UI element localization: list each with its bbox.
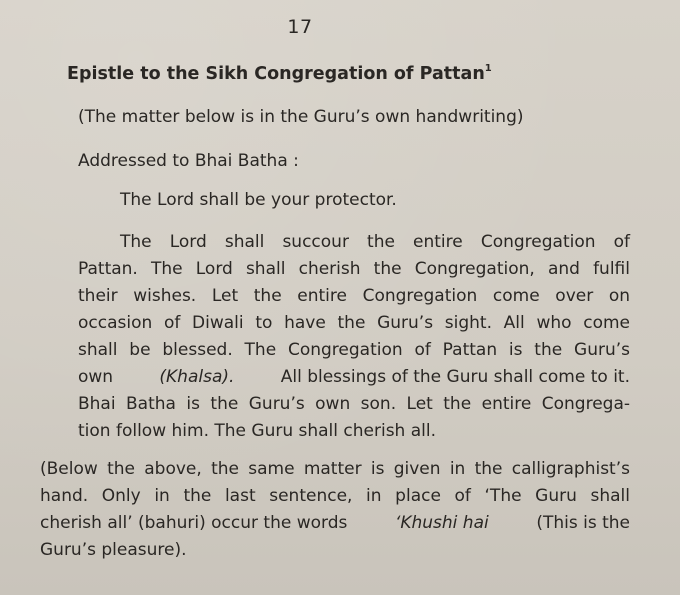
main-paragraph-line-6 — [78, 364, 630, 391]
note-khushi-hai: ‘Khushi hai — [394, 513, 489, 533]
main-paragraph-line-3: their wishes. Let the entire Congregation come over on — [78, 286, 630, 306]
footnote-marker: 1 — [484, 63, 492, 75]
main-paragraph-khalsa: (Khalsa). — [159, 367, 235, 387]
note-line-3-end: (This is the — [536, 513, 630, 533]
main-paragraph-line-7: Bhai Batha is the Guru’s own son. Let the entire Congrega- — [78, 394, 630, 414]
note-line-2: hand. Only in the last sentence, in place of ‘The Guru shall — [40, 486, 630, 506]
main-paragraph-line-6-own: own — [78, 367, 114, 387]
note-line-3 — [40, 510, 630, 537]
main-paragraph-line-1: The Lord shall succour the entire Congregation of — [120, 232, 630, 252]
note-line-4: Guru’s pleasure). — [40, 540, 187, 560]
epistle-heading — [67, 64, 492, 84]
protector-line: The Lord shall be your protector. — [120, 190, 397, 210]
main-paragraph — [78, 229, 630, 445]
main-paragraph-line-5: shall be blessed. The Congregation of Pattan is the Guru’s — [78, 340, 630, 360]
main-paragraph-line-2: Pattan. The Lord shall cherish the Congregation, and fulfil — [78, 259, 630, 279]
note-line-3-start: cherish all’ (bahuri) occur the words — [40, 513, 348, 533]
handwriting-note: (The matter below is in the Guru’s own handwriting) — [78, 107, 524, 127]
note-line-1: (Below the above, the same matter is given in the calligraphist’s — [40, 459, 630, 479]
main-paragraph-line-4: occasion of Diwali to have the Guru’s sight. All who come — [78, 313, 630, 333]
main-paragraph-line-8: tion follow him. The Guru shall cherish all. — [78, 421, 437, 441]
addressee-line: Addressed to Bhai Batha : — [78, 151, 299, 171]
main-paragraph-line-6-rest: All blessings of the Guru shall come to it. — [280, 367, 630, 387]
main-paragraph-line-6-group — [78, 364, 630, 391]
page-number: 17 — [287, 16, 313, 38]
note-line-3-group — [40, 510, 630, 537]
calligraphist-note — [40, 456, 630, 564]
epistle-title: Epistle to the Sikh Congregation of Pattan — [67, 64, 485, 84]
